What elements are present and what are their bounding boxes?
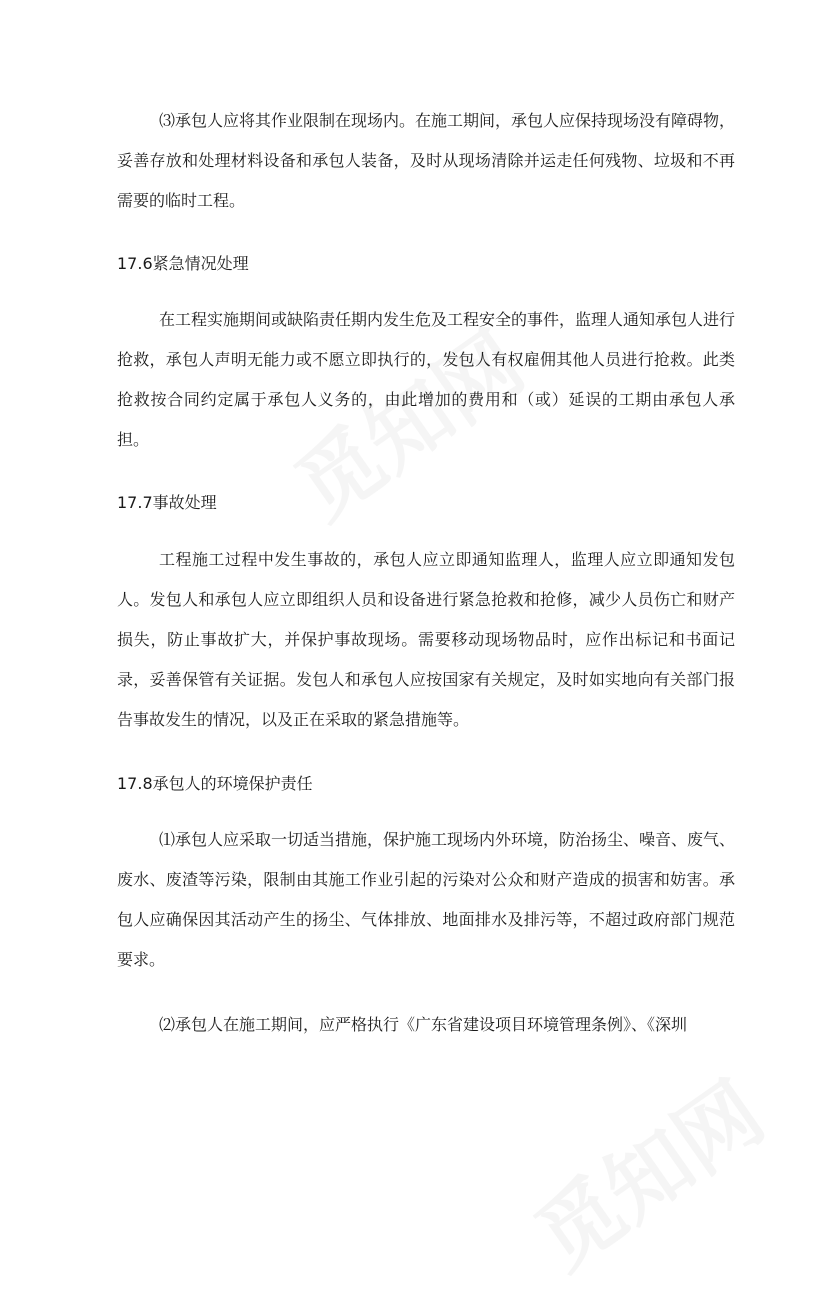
- section-heading-17-7: 17.7事故处理: [117, 493, 217, 512]
- watermark-bottom: [508, 1049, 784, 1292]
- paragraph-17-7: 工程施工过程中发生事故的，承包人应立即通知监理人，监理人应立即通知发包人。发包人和承包人应立即组织人员和设备进行紧急抢救和抢修，减少人员伤亡和财产损失，防止事故扩大，并保护事故现场。需要移动现场物品时，应作出标记和书面记录，妥善保管有关证据。发包人和承包人应按国家有关规定，及时如实地向有关部门报告事故发生的情况，以及正在采取的紧急措施等。: [117, 550, 735, 729]
- section-heading-17-8: 17.8承包人的环境保护责任: [117, 774, 313, 793]
- paragraph-17-8-item-2: ⑵承包人在施工期间，应严格执行《广东省建设项目环境管理条例》、《深圳: [159, 1015, 688, 1034]
- section-heading-17-6: 17.6紧急情况处理: [117, 254, 249, 273]
- paragraph-17-5-item-3: ⑶承包人应将其作业限制在现场内。在施工期间，承包人应保持现场没有障碍物，妥善存放和处理材料设备和承包人装备，及时从现场清除并运走任何残物、垃圾和不再需要的临时工程。: [117, 111, 736, 210]
- paragraph-17-6: 在工程实施期间或缺陷责任期内发生危及工程安全的事件，监理人通知承包人进行抢救，承包人声明无能力或不愿立即执行的，发包人有权雇佣其他人员进行抢救。此类抢救按合同约定属于承包人义务的，由此增加的费用和（或）延误的工期由承包人承担。: [117, 310, 736, 449]
- paragraph-17-8-item-1: ⑴承包人应采取一切适当措施，保护施工现场内外环境，防治扬尘、噪音、废气、废水、废渣等污染，限制由其施工作业引起的污染对公众和财产造成的损害和妨害。承包人应确保因其活动产生的扬尘、气体排放、地面排水及排污等，不超过政府部门规范要求。: [117, 830, 736, 969]
